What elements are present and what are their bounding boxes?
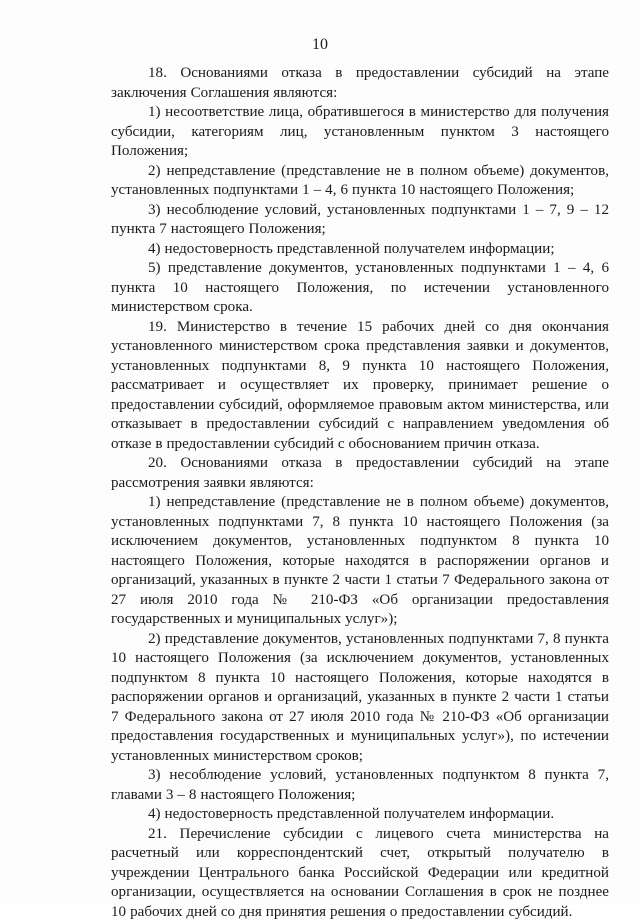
paragraph-18-item-4: 4) недостоверность представленной получателем информации;: [111, 240, 609, 260]
paragraph-18-item-5: 5) представление документов, установленных подпунктами 1 – 4, 6 пункта 10 настоящего Положения, по истечении установленного министерством срока.: [111, 259, 609, 318]
paragraph-20-item-3: 3) несоблюдение условий, установленных подпунктом 8 пункта 7, главами 3 – 8 настоящего Положения;: [111, 766, 609, 805]
document-body: [111, 64, 609, 922]
page-number: 10: [0, 36, 640, 54]
paragraph-18-item-2: 2) непредставление (представление не в полном объеме) документов, установленных подпунктами 1 – 4, 6 пункта 10 настоящего Положения;: [111, 162, 609, 201]
paragraph-18-intro: 18. Основаниями отказа в предоставлении субсидий на этапе заключения Соглашения являются:: [111, 64, 609, 103]
paragraph-20-item-4: 4) недостоверность представленной получателем информации.: [111, 805, 609, 825]
paragraph-18-item-3: 3) несоблюдение условий, установленных подпунктами 1 – 7, 9 – 12 пункта 7 настоящего Положения;: [111, 201, 609, 240]
paragraph-20-item-1: 1) непредставление (представление не в полном объеме) документов, установленных подпунктами 7, 8 пункта 10 настоящего Положения (за исключением документов, установленных подпунктом 8 пункта 10 настоящего Положения, которые находятся в распоряжении органов и организаций, указанных в пункте 2 части 1 статьи 7 Федерального закона от 27 июля 2010 года № 210-ФЗ «Об организации предоставления государственных и муниципальных услуг»);: [111, 493, 609, 630]
paragraph-21: 21. Перечисление субсидии с лицевого счета министерства на расчетный или корреспондентский счет, открытый получателю в учреждении Центрального банка Российской Федерации или кредитной организации, осуществляется на основании Соглашения в срок не позднее 10 рабочих дней со дня принятия решения о предоставлении субсидий.: [111, 825, 609, 922]
paragraph-20-intro: 20. Основаниями отказа в предоставлении субсидий на этапе рассмотрения заявки являются:: [111, 454, 609, 493]
paragraph-18-item-1: 1) несоответствие лица, обратившегося в министерство для получения субсидии, категориям лиц, установленным пунктом 3 настоящего Положения;: [111, 103, 609, 162]
paragraph-19: 19. Министерство в течение 15 рабочих дней со дня окончания установленного министерством срока представления заявки и документов, установленных подпунктами 8, 9 пункта 10 настоящего Положения, рассматривает и осуществляет их проверку, принимает решение о предоставлении субсидий, оформляемое правовым актом министерства, или отказывает в предоставлении субсидий с направлением уведомления об отказе в предоставлении субсидий с обоснованием причин отказа.: [111, 318, 609, 455]
paragraph-20-item-2: 2) представление документов, установленных подпунктами 7, 8 пункта 10 настоящего Положения (за исключением документов, установленных подпунктом 8 пункта 10 настоящего Положения, которые находятся в распоряжении органов и организаций, указанных в пункте 2 части 1 статьи 7 Федерального закона от 27 июля 2010 года № 210-ФЗ «Об организации предоставления государственных и муниципальных услуг»), по истечении установленных министерством сроков;: [111, 630, 609, 767]
